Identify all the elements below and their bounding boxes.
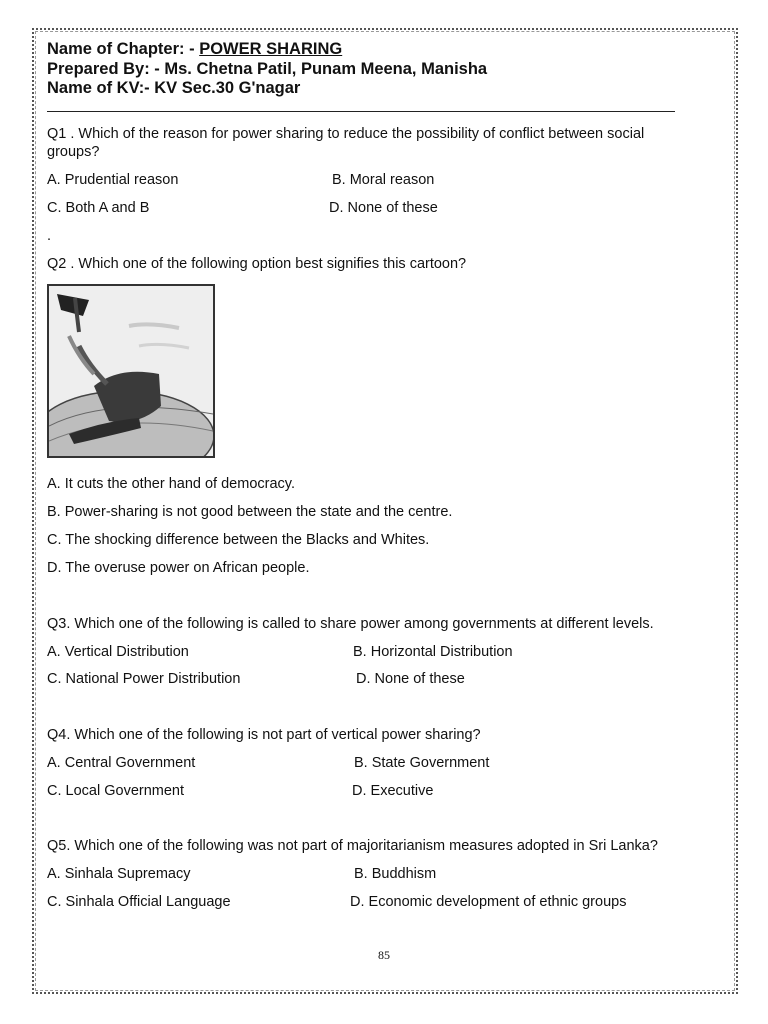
q3-question: Q3. Which one of the following is called to share power among governments at different levels. [47,616,654,632]
chapter-line [47,39,342,59]
stray-dot: . [47,228,52,244]
q3-option-b: B. Horizontal Distribution [353,644,513,660]
kv-name: Name of KV:- KV Sec.30 G'nagar [47,79,301,97]
q1-option-d: D. None of these [329,200,438,216]
q1-question-line2: groups? [47,144,100,160]
q5-option-b: B. Buddhism [354,866,437,882]
cartoon-illustration [49,286,213,456]
q4-option-b: B. State Government [354,755,490,771]
q1-option-c: C. Both A and B [47,200,150,216]
cartoon-image [47,284,215,458]
q3-option-d: D. None of these [356,671,465,687]
q4-option-c: C. Local Government [47,783,185,799]
q2-option-a: A. It cuts the other hand of democracy. [47,476,295,492]
q3-option-c: C. National Power Distribution [47,671,241,687]
q1-question-line1: Q1 . Which of the reason for power sharing to reduce the possibility of conflict between social [47,126,645,142]
q5-option-d: D. Economic development of ethnic groups [350,894,627,910]
q5-question: Q5. Which one of the following was not part of majoritarianism measures adopted in Sri Lanka? [47,838,658,854]
prepared-by: Prepared By: - Ms. Chetna Patil, Punam Meena, Manisha [47,60,488,78]
q2-option-d: D. The overuse power on African people. [47,560,310,576]
q4-option-a: A. Central Government [47,755,196,771]
chapter-title: POWER SHARING [199,40,343,58]
q4-question: Q4. Which one of the following is not part of vertical power sharing? [47,727,481,743]
chapter-prefix: Name of Chapter: - [47,40,200,58]
q1-option-a: A. Prudential reason [47,172,179,188]
q2-option-b: B. Power-sharing is not good between the state and the centre. [47,504,453,520]
q5-option-c: C. Sinhala Official Language [47,894,231,910]
q2-option-c: C. The shocking difference between the Blacks and Whites. [47,532,430,548]
q1-option-b: B. Moral reason [332,172,435,188]
q3-option-a: A. Vertical Distribution [47,644,189,660]
header-rule [47,111,675,112]
q2-question: Q2 . Which one of the following option best signifies this cartoon? [47,256,467,272]
page-number: 85 [378,948,390,962]
q4-option-d: D. Executive [352,783,434,799]
q5-option-a: A. Sinhala Supremacy [47,866,191,882]
